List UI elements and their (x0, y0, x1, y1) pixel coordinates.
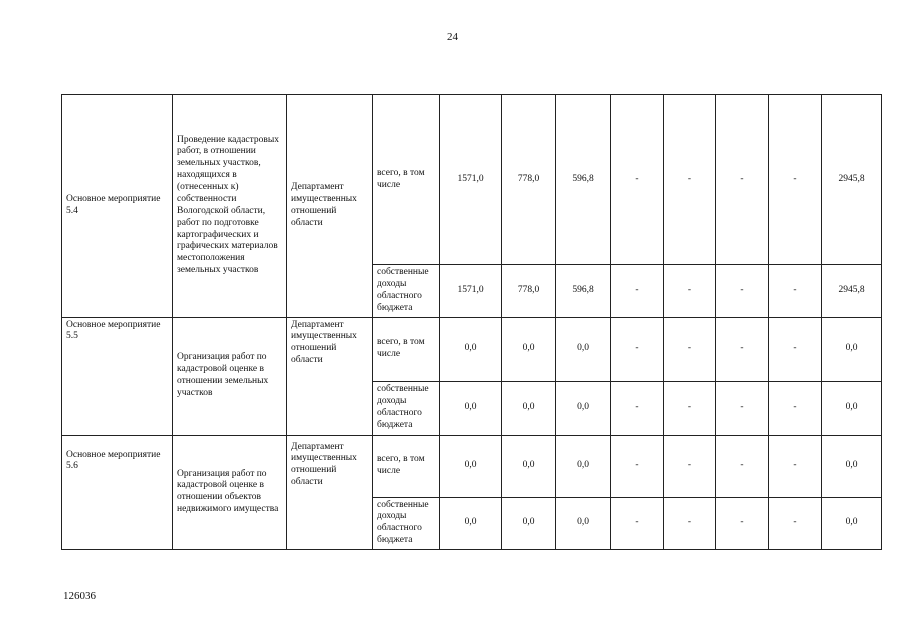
value-cell: 0,0 (502, 317, 556, 381)
value-cell: 1571,0 (440, 265, 502, 318)
value-cell: 778,0 (502, 265, 556, 318)
value-cell: 0,0 (556, 497, 611, 550)
budget-table (61, 94, 882, 550)
value-cell: - (716, 381, 769, 435)
funding-source-cell: собственные доходы областного бюджета (373, 497, 440, 550)
table-row (62, 95, 882, 265)
value-cell: - (611, 265, 664, 318)
value-cell: 0,0 (440, 435, 502, 497)
page-number: 24 (447, 31, 458, 43)
value-cell: 0,0 (556, 435, 611, 497)
document-code: 126036 (63, 590, 96, 602)
value-cell: - (664, 317, 716, 381)
value-cell: 0,0 (440, 317, 502, 381)
department-cell: Департамент имущественных отношений области (287, 435, 373, 550)
value-cell: - (769, 317, 822, 381)
description-cell: Организация работ по кадастровой оценке в отношении земельных участков (173, 317, 287, 435)
value-cell: - (716, 497, 769, 550)
value-cell: - (664, 435, 716, 497)
value-cell: - (769, 95, 822, 265)
value-cell: 0,0 (502, 381, 556, 435)
total-cell: 0,0 (822, 381, 882, 435)
value-cell: - (664, 265, 716, 318)
value-cell: - (769, 497, 822, 550)
department-cell: Департамент имущественных отношений области (287, 95, 373, 318)
activity-cell: Основное мероприятие 5.4 (62, 95, 173, 318)
description-cell: Организация работ по кадастровой оценке в отношении объектов недвижимого имущества (173, 435, 287, 550)
activity-cell: Основное мероприятие 5.5 (62, 317, 173, 435)
total-cell: 2945,8 (822, 95, 882, 265)
value-cell: - (769, 265, 822, 318)
value-cell: 596,8 (556, 95, 611, 265)
value-cell: 0,0 (440, 497, 502, 550)
value-cell: - (664, 381, 716, 435)
value-cell: 1571,0 (440, 95, 502, 265)
funding-source-cell: всего, в том числе (373, 435, 440, 497)
value-cell: 0,0 (502, 497, 556, 550)
value-cell: - (716, 265, 769, 318)
table-row (62, 435, 882, 497)
value-cell: 596,8 (556, 265, 611, 318)
total-cell: 0,0 (822, 435, 882, 497)
value-cell: - (611, 317, 664, 381)
funding-source-cell: собственные доходы областного бюджета (373, 381, 440, 435)
value-cell: 0,0 (556, 381, 611, 435)
value-cell: - (716, 435, 769, 497)
description-cell: Проведение кадастровых работ, в отношении земельных участков, находящихся в (отнесенных к) собственности Вологодской области, работ по подготовке картографических и графических материалов местоположения земельных участков (173, 95, 287, 318)
value-cell: 778,0 (502, 95, 556, 265)
value-cell: - (611, 95, 664, 265)
total-cell: 0,0 (822, 497, 882, 550)
total-cell: 2945,8 (822, 265, 882, 318)
value-cell: - (611, 497, 664, 550)
funding-source-cell: всего, в том числе (373, 317, 440, 381)
funding-source-cell: собственные доходы областного бюджета (373, 265, 440, 318)
value-cell: - (664, 497, 716, 550)
value-cell: - (716, 317, 769, 381)
table-row (62, 317, 882, 381)
department-cell: Департамент имущественных отношений области (287, 317, 373, 435)
value-cell: 0,0 (440, 381, 502, 435)
activity-cell: Основное мероприятие 5.6 (62, 435, 173, 550)
value-cell: 0,0 (556, 317, 611, 381)
value-cell: - (611, 381, 664, 435)
value-cell: - (769, 381, 822, 435)
total-cell: 0,0 (822, 317, 882, 381)
value-cell: - (611, 435, 664, 497)
value-cell: - (716, 95, 769, 265)
value-cell: - (664, 95, 716, 265)
value-cell: 0,0 (502, 435, 556, 497)
value-cell: - (769, 435, 822, 497)
funding-source-cell: всего, в том числе (373, 95, 440, 265)
